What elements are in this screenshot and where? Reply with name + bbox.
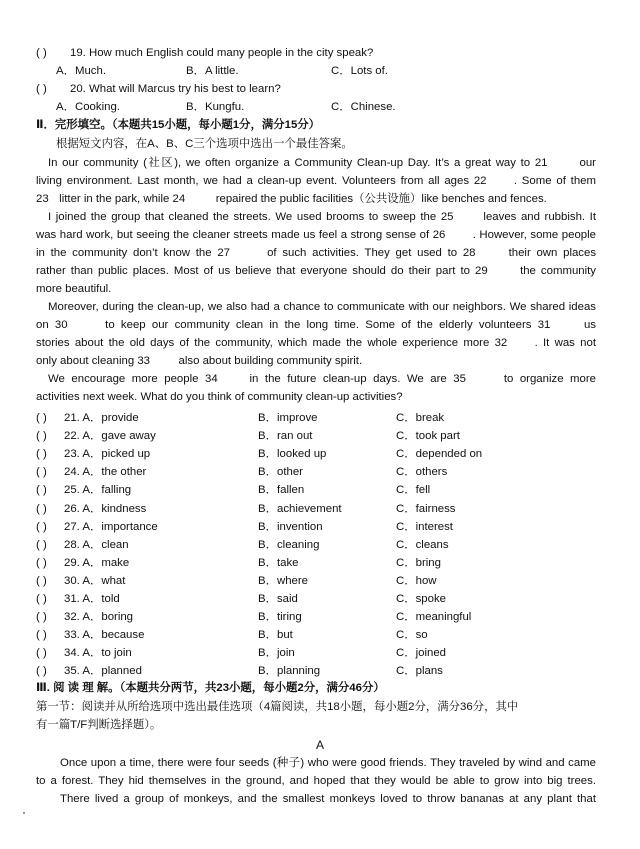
option-c: C．fell [396,484,431,497]
passage-text: only about cleaning [36,355,135,367]
option-row [36,409,616,427]
option-row [36,427,616,445]
option-c: C．how [396,574,437,587]
answer-paren: ( ) [36,502,47,515]
passage-text: rather than public places. Most of us believe that everyone should do their part to [36,265,470,277]
section-2-title: Ⅱ．完形填空。（本题共15小题，每小题1分，满分15分） [36,119,321,131]
option-c: C．meaningful [396,611,472,624]
option-row [36,590,616,608]
option-b: B．fallen [258,484,305,497]
question-text: 20. What will Marcus try his best to learn? [70,83,281,95]
option-row [36,536,616,554]
passage-label: A [315,738,324,752]
passage-text: leaves and rubbish. It [483,211,596,223]
option-a: A．Cooking. [56,101,120,113]
section-2-instruction: 根据短文内容，在A、B、C三个选项中选出一个最佳答案。 [56,138,353,150]
option-c: C．Lots of. [331,65,388,77]
section-3-sub2: 有一篇T/F判断选择题）。 [36,719,162,731]
answer-paren: ( ) [36,647,47,660]
answer-paren: ( ) [36,466,47,479]
answer-paren: ( ) [36,520,47,533]
option-c: C．fairness [396,502,456,515]
passage-text: their own places [508,247,596,259]
option-a: A．Much. [56,65,107,77]
reading-line: to a forest. They hid themselves in the ground, and hoped that they would be able to grow into big trees. [36,775,596,787]
option-a: 34. A．to join [64,647,132,660]
answer-paren: ( ) [36,665,47,678]
option-c: C．interest [396,520,453,533]
blank-29: 29 [475,262,515,280]
question-text: 19. How much English could many people in the city speak? [70,47,374,59]
blank-30: 30 [55,316,99,334]
option-row [36,572,616,590]
option-row [36,500,616,518]
passage-text: in the community don’t know the [36,247,212,259]
option-b: B．A little. [186,65,239,77]
option-row [36,445,616,463]
option-a: 27. A．importance [64,520,158,533]
blank-35: 35 [453,370,497,388]
passage-text: . However, some people [472,229,596,241]
passage-text: litter in the park, while [59,193,170,205]
option-b: B．said [258,593,298,605]
option-c: C．others [396,466,448,479]
option-c: C．spoke [396,593,447,605]
passage-text: repaired the public facilities（公共设施）like benches and fences. [215,193,547,205]
answer-paren: ( ) [36,412,47,424]
passage-text: our [579,157,596,169]
blank-23: 23 [36,190,56,208]
passage-text: . It was not [534,337,596,349]
blank-34: 34 [205,370,243,388]
passage-text: was hard work, but seeing the cleaner streets made us feel a strong sense of [36,229,430,241]
option-c: C．cleans [396,538,449,551]
section-3-title: Ⅲ. 阅 读 理 解。（本题共分两节，共23小题，每小题2分，满分46分） [36,682,385,694]
passage-text: more beautiful. [36,283,112,295]
option-row [36,608,616,626]
option-c: C．so [396,629,428,642]
option-b: B．where [258,574,309,587]
option-c: C．depended on [396,448,483,461]
option-b: B．cleaning [258,538,320,551]
passage-text: We encourage more people [48,373,199,385]
option-b: B．ran out [258,430,313,443]
blank-25: 25 [441,208,479,226]
option-c: C．plans [396,665,443,678]
option-a: 24. A．the other [64,466,147,479]
option-c: C．joined [396,647,447,660]
passage-text: I joined the group that cleaned the streets. We used brooms to sweep the [48,211,437,223]
option-row [36,644,616,662]
answer-paren: ( ) [36,611,47,624]
option-a: 23. A．picked up [64,448,151,461]
option-b: B．tiring [258,611,302,624]
option-row [36,662,616,680]
question-19 [36,46,373,60]
blank-31: 31 [538,316,578,334]
passage-text: stories about the old days of the community, which made the whole experience more [36,337,490,349]
answer-paren: ( ) [36,538,47,551]
option-a: 28. A．clean [64,538,129,551]
option-a: 35. A．planned [64,665,142,678]
option-row [36,626,616,644]
reading-line: Once upon a time, there were four seeds (种子) who were good friends. They traveled by wind and came [60,757,596,769]
option-a: 31. A．told [64,593,120,605]
option-c: C．took part [396,430,460,443]
option-a: 30. A．what [64,574,126,587]
option-c: C．break [396,412,445,424]
passage-text: on [36,319,49,331]
passage-text: Moreover, during the clean-up, we also had a chance to communicate with our neighbors. We shared ideas [48,301,596,313]
option-b: B．Kungfu. [186,101,245,113]
option-a: 32. A．boring [64,611,134,624]
option-a: 26. A．kindness [64,502,147,515]
option-b: B．other [258,466,303,479]
blank-28: 28 [463,244,503,262]
option-a: 22. A．gave away [64,430,156,443]
passage-text: . Some of them [513,175,596,187]
option-a: 33. A．because [64,629,145,642]
option-b: B．invention [258,520,323,533]
reading-passage-a [36,754,596,808]
answer-paren: ( ) [36,47,47,59]
passage-text: In our community (社区), we often organize a Community Clean-up Day. It’s a great way to [48,157,531,169]
passage-text: activities next week. What do you think of community clean-up activities? [36,391,403,403]
option-a: 21. A．provide [64,412,139,424]
answer-paren: ( ) [36,83,47,95]
blank-21: 21 [535,154,575,172]
answer-paren: ( ) [36,430,47,443]
option-row [36,481,616,499]
option-row [36,554,616,572]
passage-text: of such activities. They get used to [267,247,458,259]
option-c: C．bring [396,556,441,569]
passage-text: us [583,319,596,331]
option-a: 25. A．falling [64,484,132,497]
option-b: B．but [258,629,293,642]
answer-paren: ( ) [36,593,47,605]
answer-paren: ( ) [36,574,47,587]
option-b: B．achievement [258,502,342,515]
option-row [36,518,616,536]
passage-text: living environment. Last month, we had a clean-up event. Volunteers from all ages [36,175,470,187]
option-b: B．planning [258,665,321,678]
option-a: 29. A．make [64,556,130,569]
blank-33: 33 [137,352,175,370]
answer-paren: ( ) [36,448,47,461]
answer-paren: ( ) [36,484,47,497]
passage-text: to keep our community clean in the long time. Some of the elderly volunteers [105,319,532,331]
option-b: B．take [258,556,299,569]
option-b: B．improve [258,412,318,424]
passage-text: to organize more [503,373,596,385]
option-b: B．join [258,647,295,660]
option-b: B．looked up [258,448,327,461]
blank-26: 26 [433,226,473,244]
option-row [36,463,616,481]
cloze-passage [36,154,596,406]
section-3-sub1: 第一节：阅读并从所给选项中选出最佳选项（4篇阅读，共18小题，每小题2分，满分36分，其中 [36,701,519,713]
blank-27: 27 [217,244,261,262]
blank-32: 32 [495,334,535,352]
passage-text: also about building community spirit. [178,355,363,367]
question-20 [36,82,281,96]
option-c: C．Chinese. [331,101,396,113]
answer-paren: ( ) [36,556,47,569]
answer-paren: ( ) [36,629,47,642]
page-mark [23,812,25,814]
blank-22: 22 [474,172,514,190]
blank-24: 24 [173,190,213,208]
passage-text: in the future clean-up days. We are [249,373,447,385]
passage-text: the community [520,265,596,277]
reading-line: There lived a group of monkeys, and the smallest monkeys loved to throw bananas at any plant that [60,793,596,805]
